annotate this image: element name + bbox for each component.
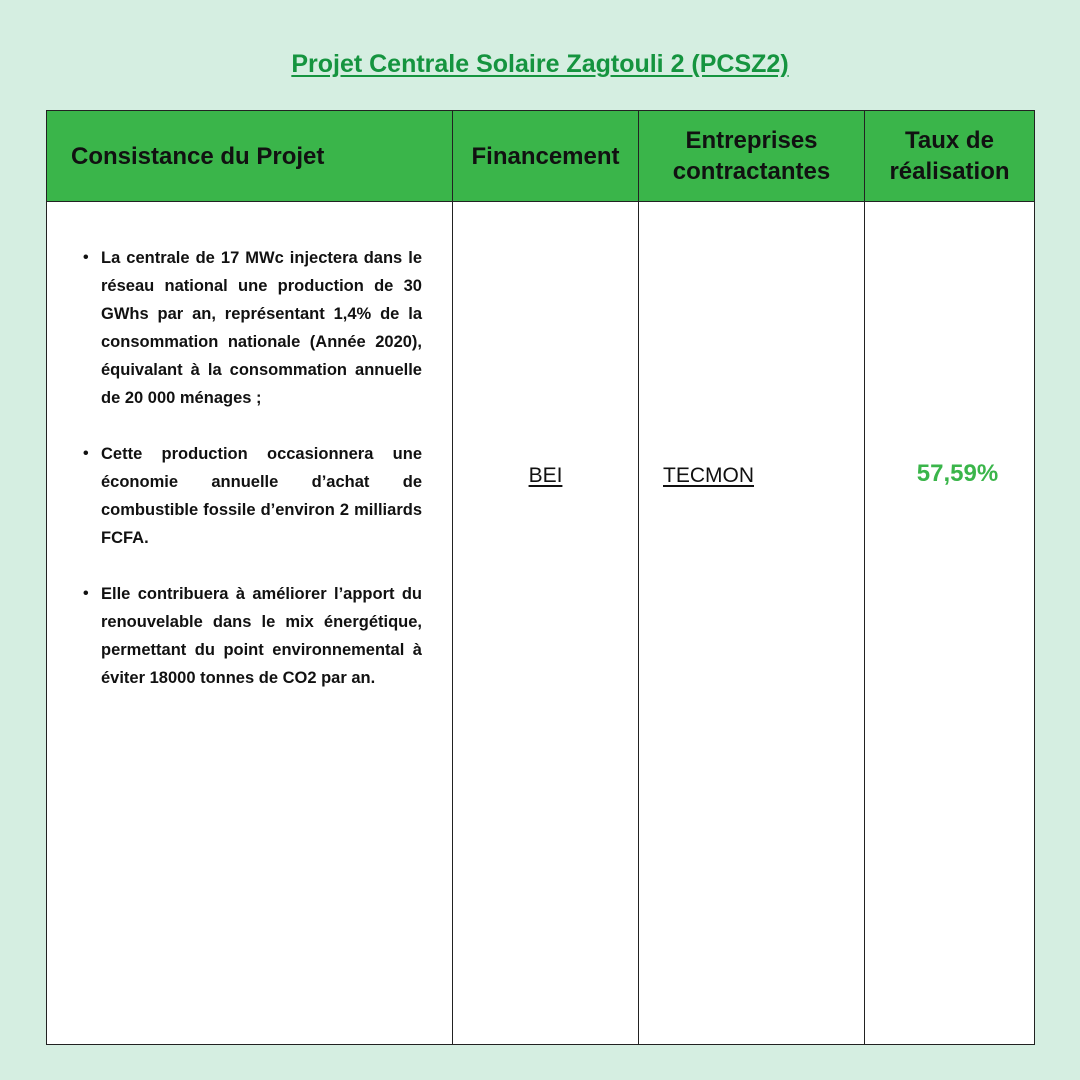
bullet-icon: • bbox=[83, 585, 89, 602]
table-header-row bbox=[47, 111, 1035, 202]
taux-value: 57,59% bbox=[916, 460, 999, 487]
cell-taux bbox=[865, 202, 1035, 1045]
list-item-text: Cette production occasionnera une économie annuelle d’achat de combustible fossile d’environ 2 milliards FCFA. bbox=[101, 445, 422, 547]
header-consistance-label: Consistance du Projet bbox=[71, 142, 325, 170]
header-entreprises bbox=[639, 111, 865, 202]
header-entreprises-line2: contractantes bbox=[672, 158, 831, 185]
cell-entreprises bbox=[639, 202, 865, 1045]
header-consistance bbox=[47, 111, 453, 202]
header-taux bbox=[865, 111, 1035, 202]
bullet-icon: • bbox=[83, 445, 89, 462]
table-row bbox=[47, 202, 1035, 1045]
bullet-icon: • bbox=[83, 249, 89, 266]
page-title: Projet Centrale Solaire Zagtouli 2 (PCSZ2) bbox=[291, 50, 789, 78]
list-item-text: Elle contribuera à améliorer l’apport du renouvelable dans le mix énergétique, permettant du point environnemental à éviter 18000 tonnes de CO2 par an. bbox=[101, 585, 422, 687]
list-item-text: La centrale de 17 MWc injectera dans le réseau national une production de 30 GWhs par an, représentant 1,4% de la consommation nationale (Année 2020), équivalant à la consommation annuelle de 20 000 ménages ; bbox=[101, 249, 422, 407]
header-financement-label: Financement bbox=[471, 142, 620, 170]
project-table bbox=[46, 110, 1035, 1045]
entreprises-value: TECMON bbox=[663, 464, 754, 487]
header-taux-line1: Taux de bbox=[905, 127, 994, 154]
header-financement bbox=[453, 111, 639, 202]
list-item bbox=[83, 244, 422, 412]
list-item bbox=[83, 440, 422, 552]
list-item bbox=[83, 580, 422, 692]
financement-value: BEI bbox=[528, 464, 563, 487]
cell-consistance bbox=[47, 202, 453, 1045]
cell-financement bbox=[453, 202, 639, 1045]
consistance-list bbox=[47, 202, 452, 692]
header-entreprises-line1: Entreprises bbox=[685, 127, 818, 154]
header-taux-line2: réalisation bbox=[889, 158, 1010, 185]
